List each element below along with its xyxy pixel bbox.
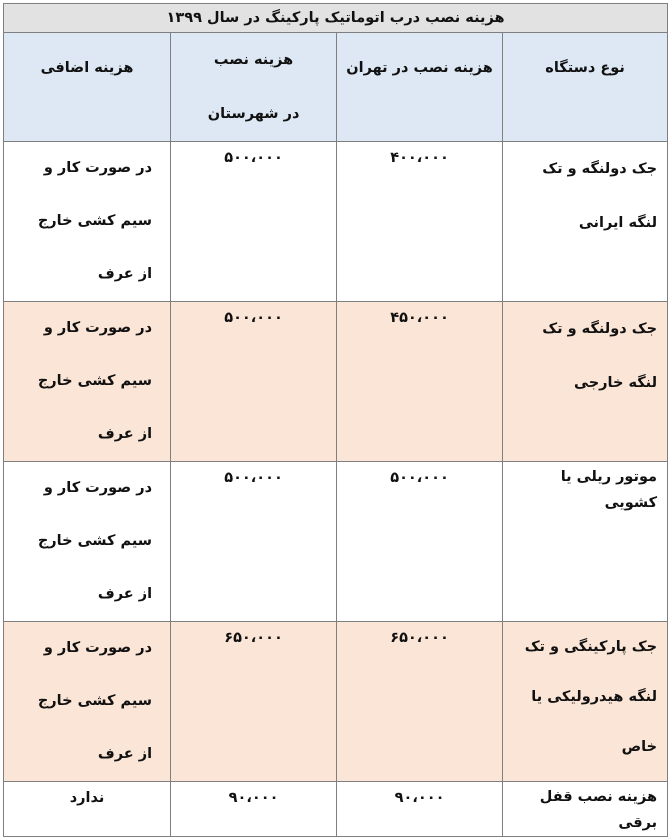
header-row: [4, 33, 668, 142]
extra-cell: [4, 142, 171, 302]
extra-text: در صورت کار و سیم کشی خارج از عرف: [37, 320, 153, 442]
city-cell: [171, 462, 337, 622]
city-cell: [171, 302, 337, 462]
tehran-price: ۴۰۰،۰۰۰: [390, 150, 449, 166]
tehran-cell: [337, 622, 503, 782]
city-cell: [171, 622, 337, 782]
tehran-cell: [337, 782, 503, 837]
device-text: جک دولنگه و تک لنگه خارجی: [542, 321, 658, 391]
device-text: موتور ریلی یا کشویی: [560, 469, 658, 511]
tehran-cell: [337, 142, 503, 302]
device-cell: [503, 782, 668, 837]
device-cell: [503, 622, 668, 782]
tehran-price: ۵۰۰،۰۰۰: [390, 470, 449, 486]
city-price: ۵۰۰،۰۰۰: [224, 310, 283, 326]
extra-text: در صورت کار و سیم کشی خارج از عرف: [37, 640, 153, 762]
tehran-price: ۹۰،۰۰۰: [394, 790, 445, 806]
extra-text: ندارد: [69, 790, 105, 806]
header-extra: [4, 33, 171, 142]
tehran-price: ۶۵۰،۰۰۰: [390, 630, 449, 646]
city-price: ۹۰،۰۰۰: [228, 790, 279, 806]
price-table: [3, 3, 668, 837]
price-table-container: [3, 3, 667, 837]
table-row: [4, 622, 668, 782]
device-cell: [503, 142, 668, 302]
extra-cell: [4, 782, 171, 837]
table-row: [4, 142, 668, 302]
tehran-cell: [337, 302, 503, 462]
extra-text: در صورت کار و سیم کشی خارج از عرف: [37, 480, 153, 602]
city-price: ۶۵۰،۰۰۰: [224, 630, 283, 646]
extra-text: در صورت کار و سیم کشی خارج از عرف: [37, 160, 153, 282]
header-city-label: هزینه نصب در شهرستان: [207, 52, 300, 122]
city-price: ۵۰۰،۰۰۰: [224, 150, 283, 166]
extra-cell: [4, 462, 171, 622]
city-cell: [171, 782, 337, 837]
device-cell: [503, 462, 668, 622]
tehran-price: ۴۵۰،۰۰۰: [390, 310, 449, 326]
city-cell: [171, 142, 337, 302]
device-text: جک دولنگه و تک لنگه ایرانی: [542, 161, 658, 231]
device-text: هزینه نصب قفل برقی: [539, 789, 658, 831]
extra-cell: [4, 622, 171, 782]
tehran-cell: [337, 462, 503, 622]
header-tehran-label: هزینه نصب در تهران: [346, 60, 493, 76]
table-row: [4, 462, 668, 622]
table-row: [4, 302, 668, 462]
header-tehran: [337, 33, 503, 142]
device-cell: [503, 302, 668, 462]
header-device: [503, 33, 668, 142]
city-price: ۵۰۰،۰۰۰: [224, 470, 283, 486]
header-extra-label: هزینه اضافی: [40, 60, 134, 76]
table-row: [4, 782, 668, 837]
device-text: جک پارکینگی و تک لنگه هیدرولیکی یا خاص: [524, 639, 658, 755]
table-title: هزینه نصب درب اتوماتیک پارکینگ در سال ۱۳۹۹: [4, 4, 668, 33]
header-device-label: نوع دستگاه: [545, 60, 625, 76]
header-city: [171, 33, 337, 142]
extra-cell: [4, 302, 171, 462]
